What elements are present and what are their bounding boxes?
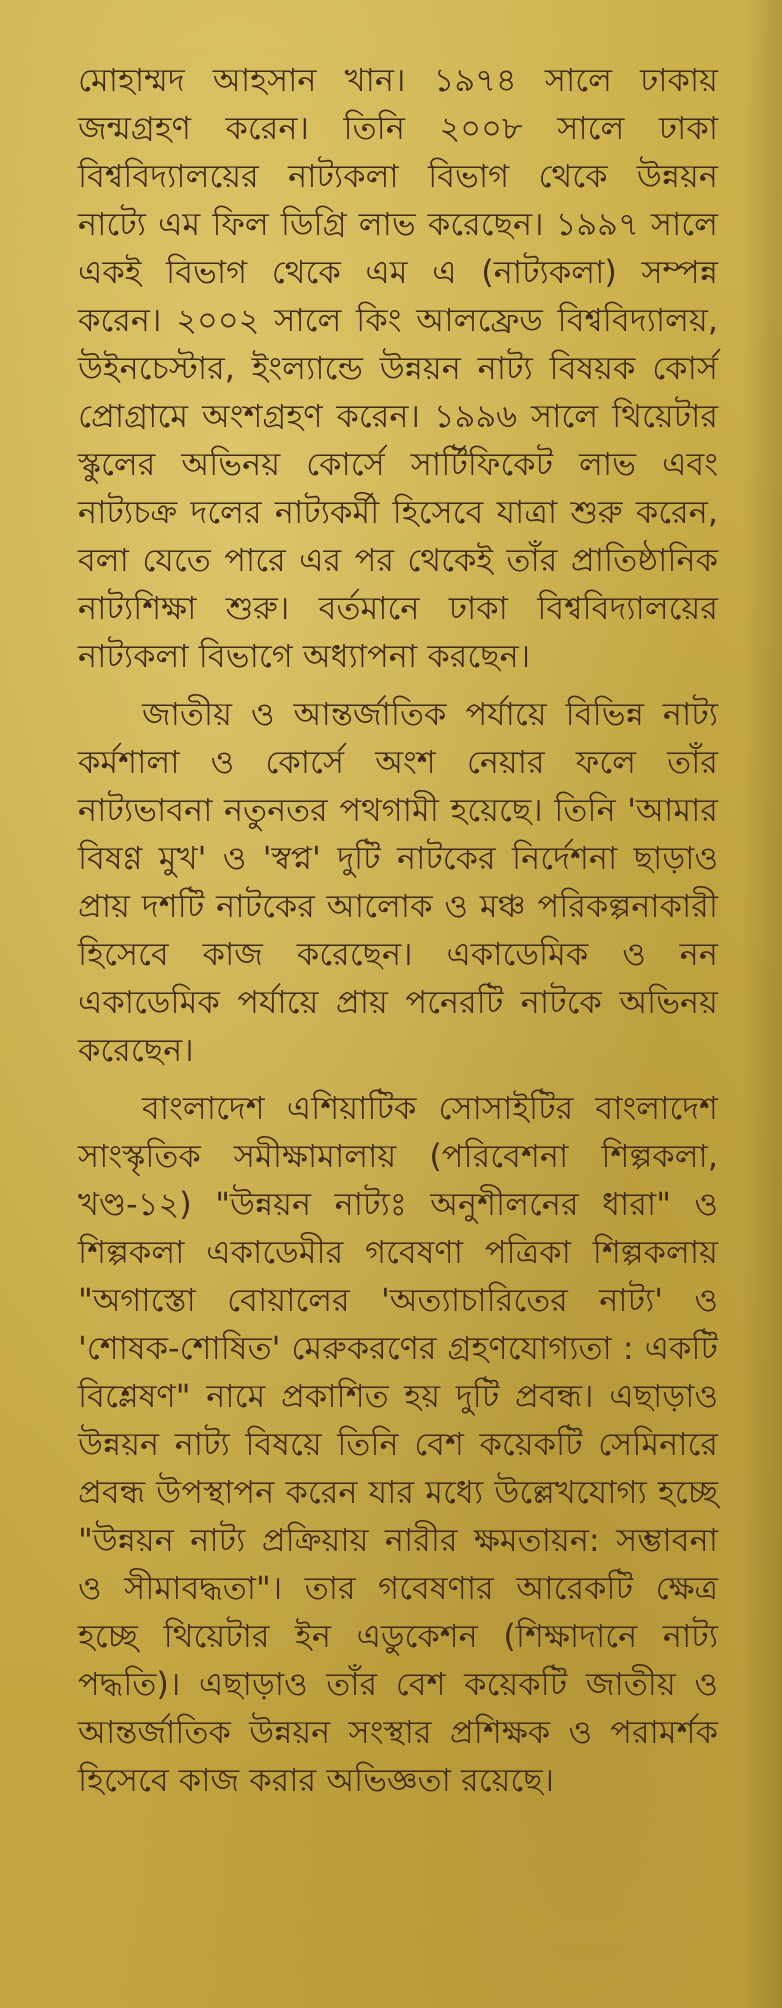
bio-paragraph-3: বাংলাদেশ এশিয়াটিক সোসাইটির বাংলাদেশ সাংস্কৃতিক সমীক্ষামালায় (পরিবেশনা শিল্পকলা, খণ্ড-১২) "উন্নয়ন নাট্যঃ অনুশীলনের ধারা" ও শিল্পকলা একাডেমীর গবেষণা পত্রিকা শিল্পকলায় "অগাস্তো বোয়ালের 'অত্যাচারিতের নাট্য' ও 'শোষক-শোষিত' মেরুকরণের গ্রহণযোগ্যতা : একটি বিশ্লেষণ" নামে প্রকাশিত হয় দুটি প্রবন্ধ। এছাড়াও উন্নয়ন নাট্য বিষয়ে তিনি বেশ কয়েকটি সেমিনারে প্রবন্ধ উপস্থাপন করেন যার মধ্যে উল্লেখযোগ্য হচ্ছে "উন্নয়ন নাট্য প্রক্রিয়ায় নারীর ক্ষমতায়ন: সম্ভাবনা ও সীমাবদ্ধতা"। তার গবেষণার আরেকটি ক্ষেত্র হচ্ছে থিয়েটার ইন এডুকেশন (শিক্ষাদানে নাট্য পদ্ধতি)। এছাড়াও তাঁর বেশ কয়েকটি জাতীয় ও আন্তর্জাতিক উন্নয়ন সংস্থার প্রশিক্ষক ও পরামর্শক হিসেবে কাজ করার অভিজ্ঞতা রয়েছে। (78, 1089, 718, 1799)
page-edge-shadow (742, 0, 782, 2008)
bio-paragraph-1: মোহাম্মদ আহসান খান। ১৯৭৪ সালে ঢাকায় জন্মগ্রহণ করেন। তিনি ২০০৮ সালে ঢাকা বিশ্ববিদ্যালয়ের নাট্যকলা বিভাগ থেকে উন্নয়ন নাট্যে এম ফিল ডিগ্রি লাভ করেছেন। ১৯৯৭ সালে একই বিভাগ থেকে এম এ (নাট্যকলা) সম্পন্ন করেন। ২০০২ সালে কিং আলফ্রেড বিশ্ববিদ্যালয়, উইনচেস্টার, ইংল্যান্ডে উন্নয়ন নাট্য বিষয়ক কোর্স প্রোগ্রামে অংশগ্রহণ করেন। ১৯৯৬ সালে থিয়েটার স্কুলের অভিনয় কোর্সে সার্টিফিকেট লাভ এবং নাট্যচক্র দলের নাট্যকর্মী হিসেবে যাত্রা শুরু করেন, বলা যেতে পারে এর পর থেকেই তাঁর প্রাতিষ্ঠানিক নাট্যশিক্ষা শুরু। বর্তমানে ঢাকা বিশ্ববিদ্যালয়ের নাট্যকলা বিভাগে অধ্যাপনা করছেন। (78, 61, 718, 675)
author-biography (78, 56, 718, 1804)
bio-paragraph-2: জাতীয় ও আন্তর্জাতিক পর্যায়ে বিভিন্ন নাট্য কর্মশালা ও কোর্সে অংশ নেয়ার ফলে তাঁর নাট্যভাবনা নতুনতর পথগামী হয়েছে। তিনি 'আমার বিষণ্ণ মুখ' ও 'স্বপ্ন' দুটি নাটকের নির্দেশনা ছাড়াও প্রায় দশটি নাটকের আলোক ও মঞ্চ পরিকল্পনাকারী হিসেবে কাজ করেছেন। একাডেমিক ও নন একাডেমিক পর্যায়ে প্রায় পনেরটি নাটকে অভিনয় করেছেন। (78, 695, 718, 1069)
